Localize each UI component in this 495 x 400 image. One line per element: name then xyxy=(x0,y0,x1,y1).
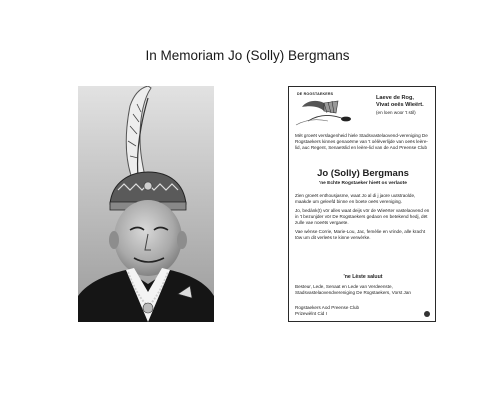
salute: 'ne Lèste saluut xyxy=(343,274,383,280)
page-title: In Memoriam Jo (Solly) Bergmans xyxy=(145,48,350,63)
motto xyxy=(376,95,434,116)
obituary-notice xyxy=(288,86,436,322)
motto-line-1: Laeve de Rog, xyxy=(376,95,414,101)
club-line-2: Prizewèlnt Cid I xyxy=(295,311,327,316)
notice-body xyxy=(295,193,431,244)
body-paragraph: Jo, bedànk(t) vör alles waat deijs vör de Wieërter vastelaovend en in 't bezunjder vör De Rogstaekers gedaon en betekend hedj, dët zulle vae noeëts vergaete. xyxy=(295,208,430,225)
deceased-name: Jo (Solly) Bergmans xyxy=(317,168,409,179)
motto-line-2: Vivat oeës Wieërt. xyxy=(376,102,424,108)
intro-text: Mèt groeët verslagenheid hiele Stadsvastelaovend-vereniging De Rogstaekers kinnes genaoëme van 't oèlèverlijde van oeës leère-lid, auc Regent, Senaetslid en leère-lid van de Aod Preense Club xyxy=(295,133,428,150)
logo-text: DE ROGSTAEKERS xyxy=(297,92,334,96)
motto-line-3: (en loen woor 't stil) xyxy=(376,110,416,115)
club-block xyxy=(295,305,415,317)
portrait-photo xyxy=(78,86,214,322)
body-paragraph: Zien groeët enthousjasme, waat Jo al di j jaore uutstraolde, maakde um geleefd binne en boete oeës vereniging. xyxy=(295,193,416,204)
club-line-1: Rogstaekers Aod Preense Club xyxy=(295,305,360,310)
portrait-illustration xyxy=(78,86,214,322)
signature-block: Besteur, Lede, Senaat en Lede van Verdeenste, Stadsvastelaovendvereniging De Rogstaekers, Vorst Jan xyxy=(295,284,411,295)
end-mark-icon xyxy=(424,311,430,317)
notice-subtitle: 'ne Echte Rogstaeker hieët os verlaote xyxy=(319,181,407,186)
body-paragraph: Vae wènse Corrie, Marie-Lou, Jac, femèlie en vrinde, alle kracht töw um dit verleës te kinne verwèrke. xyxy=(295,229,426,240)
